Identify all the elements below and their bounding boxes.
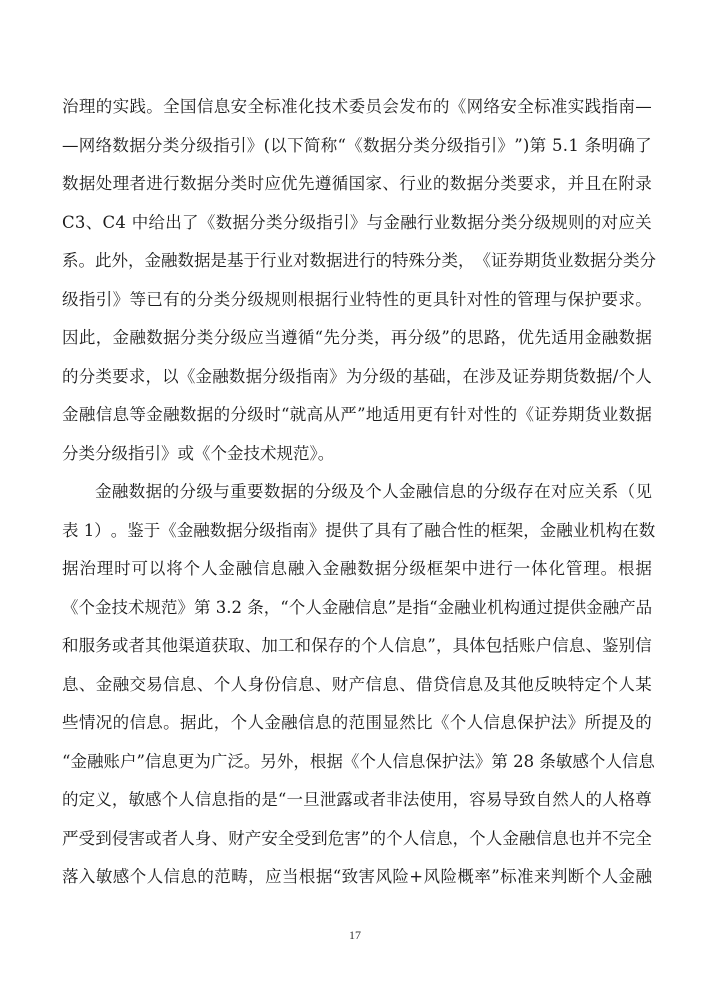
text-line: 金 融 信 息 等 金 融 数 据 的 分 级 时 “ 就 高 从 严 ” 地 适 用 更 有 针 对 性 的 《 证 券 期 货 业 数 据 — [62, 405, 652, 424]
text-line: 息 、 金 融 交 易 信 息 、 个 人 身 份 信 息 、 财 产 信 息 、 借 贷 信 息 及 其 他 反 映 特 定 个 人 某 — [62, 674, 652, 694]
text-line: 数 据 处 理 者 进 行 数 据 分 类 时 应 优 先 遵 循 国 家 、 行 业 的 数 据 分 类 要 求 ， 并 且 在 附 录 — [62, 174, 652, 193]
text-line: 金 融 数 据 的 分 级 与 重 要 数 据 的 分 级 及 个 人 金 融 信 息 的 分 级 存 在 对 应 关 系 （ 见 — [95, 482, 652, 501]
document-body — [62, 88, 656, 897]
text-line: 落 入 敏 感 个 人 信 息 的 范 畴 ， 应 当 根 据 “ 致 害 风 险 + 风 险 概 率 ” 标 准 来 判 断 个 人 金 融 — [62, 867, 652, 886]
text-line: 系 。 此 外 ， 金 融 数 据 是 基 于 行 业 对 数 据 进 行 的 特 殊 分 类 ， 《 证 券 期 货 业 数 据 分 类 分 — [62, 251, 656, 270]
text-line: 《 个 金 技 术 规 范 》 第 3 . 2 条 ， “ 个 人 金 融 信 息 ” 是 指 “ 金 融 业 机 构 通 过 提 供 金 融 产 品 — [62, 597, 653, 617]
text-line: 些 情 况 的 信 息 。 据 此 ， 个 人 金 融 信 息 的 范 围 显 然 比 《 个 人 信 息 保 护 法 》 所 提 及 的 — [62, 713, 652, 732]
text-line: “ 金 融 账 户 ” 信 息 更 为 广 泛 。 另 外 ， 根 据 《 个 人 信 息 保 护 法 》 第 2 8 条 敏 感 个 人 信 息 — [62, 751, 655, 771]
paragraph-2 — [62, 473, 656, 897]
text-line: 据 治 理 时 可 以 将 个 人 金 融 信 息 融 入 金 融 数 据 分 级 框 架 中 进 行 一 体 化 管 理 。 根 据 — [62, 559, 652, 578]
text-line: 和 服 务 或 者 其 他 渠 道 获 取 、 加 工 和 保 存 的 个 人 信 息 ” ， 具 体 包 括 账 户 信 息 、 鉴 别 信 — [62, 636, 652, 655]
text-line: C 3 、 C 4 中 给 出 了 《 数 据 分 类 分 级 指 引 》 与 金 融 行 业 数 据 分 类 分 级 规 则 的 对 应 关 — [62, 212, 652, 232]
text-line: 级 指 引 》 等 已 有 的 分 类 分 级 规 则 根 据 行 业 特 性 的 更 具 针 对 性 的 管 理 与 保 护 要 求 。 — [62, 289, 652, 309]
text-line: 分类分级指引》或《个金技术规范》。 — [62, 443, 335, 463]
text-line: — 网 络 数 据 分 类 分 级 指 引 》 ( 以 下 简 称 “ 《 数 据 分 类 分 级 指 引 》 ” ) 第 5 . 1 条 明 确 了 — [62, 135, 652, 155]
text-line: 治 理 的 实 践 。 全 国 信 息 安 全 标 准 化 技 术 委 员 会 发 布 的 《 网 络 安 全 标 准 实 践 指 南 — — [62, 97, 652, 116]
text-line: 因 此 ， 金 融 数 据 分 类 分 级 应 当 遵 循 “ 先 分 类 ， 再 分 级 ” 的 思 路 ， 优 先 适 用 金 融 数 据 — [62, 328, 652, 347]
page-number: 17 — [349, 928, 361, 942]
text-line: 的 分 类 要 求 ， 以 《 金 融 数 据 分 级 指 南 》 为 分 级 的 基 础 ， 在 涉 及 证 券 期 货 数 据 / 个 人 — [62, 366, 652, 386]
text-line: 表 1 ） 。 鉴 于 《 金 融 数 据 分 级 指 南 》 提 供 了 具 有 了 融 合 性 的 框 架 ， 金 融 业 机 构 在 数 — [62, 520, 656, 540]
paragraph-1 — [62, 88, 656, 473]
text-line: 的 定 义 ， 敏 感 个 人 信 息 指 的 是 “ 一 旦 泄 露 或 者 非 法 使 用 ， 容 易 导 致 自 然 人 的 人 格 尊 — [62, 790, 652, 809]
text-line: 严 受 到 侵 害 或 者 人 身 、 财 产 安 全 受 到 危 害 ” 的 个 人 信 息 ， 个 人 金 融 信 息 也 并 不 完 全 — [62, 828, 652, 848]
